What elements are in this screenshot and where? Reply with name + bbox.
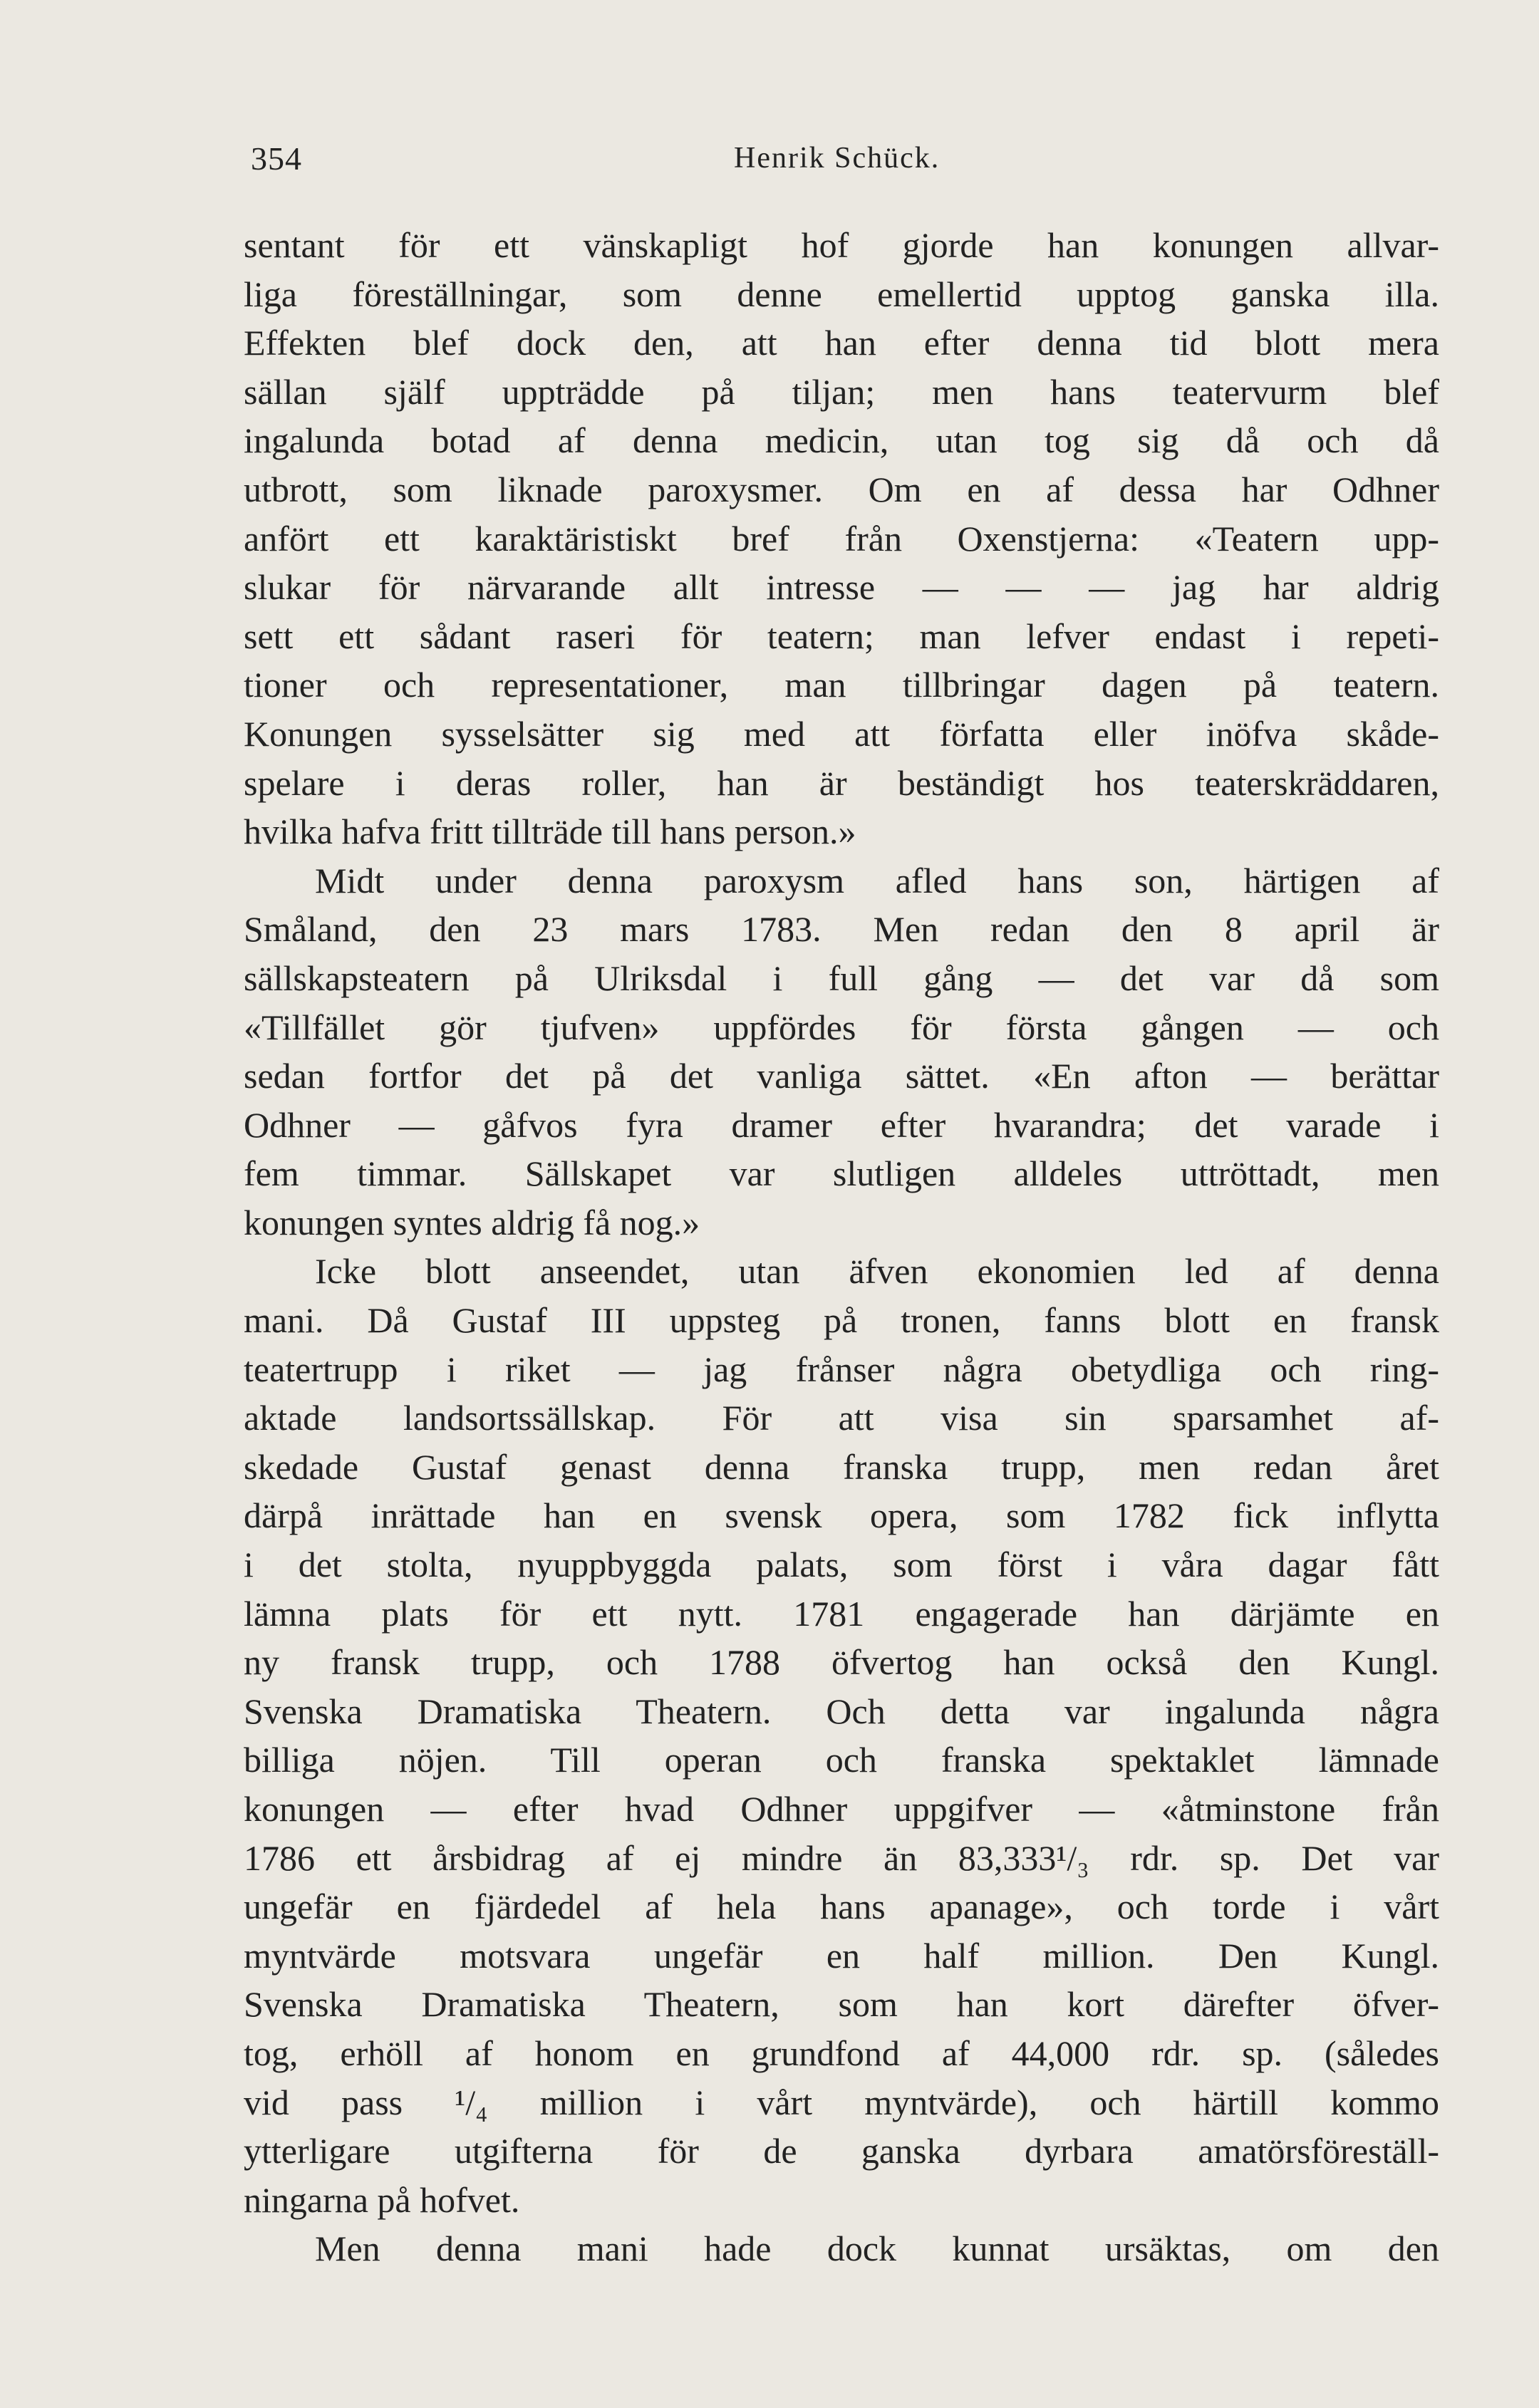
text-line: konungen syntes aldrig få nog.» bbox=[244, 1202, 700, 1242]
page-number: 354 bbox=[251, 140, 302, 177]
text-line: sett ett sådant raseri för teatern; man lefver endast i repeti- bbox=[244, 616, 1439, 656]
text-line: ny fransk trupp, och 1788 öfvertog han också den Kungl. bbox=[244, 1642, 1439, 1683]
text-line: sällan själf uppträdde på tiljan; men hans teatervurm blef bbox=[244, 371, 1439, 412]
text-line: tioner och representationer, man tillbringar dagen på teatern. bbox=[244, 665, 1439, 705]
text-line: mani. Då Gustaf III uppsteg på tronen, fanns blott en fransk bbox=[244, 1300, 1439, 1341]
text-line: 1786 ett årsbidrag af ej mindre än 83,333¹/₃ rdr. sp. Det var bbox=[244, 1837, 1439, 1878]
text-line: Men denna mani hade dock kunnat ursäktas, om den bbox=[315, 2228, 1439, 2269]
text-line: Svenska Dramatiska Theatern, som han kort därefter öfver- bbox=[244, 1984, 1439, 2025]
text-line: ytterligare utgifterna för de ganska dyrbara amatörsföreställ- bbox=[244, 2131, 1439, 2171]
text-line: Konungen sysselsätter sig med att författa eller inöfva skåde- bbox=[244, 713, 1439, 754]
text-line: sällskapsteatern på Ulriksdal i full gång — det var då som bbox=[244, 958, 1439, 998]
text-line: Odhner — gåfvos fyra dramer efter hvarandra; det varade i bbox=[244, 1104, 1439, 1145]
running-title: Henrik Schück. bbox=[734, 142, 940, 175]
text-line: sedan fortfor det på det vanliga sättet. «En afton — berättar bbox=[244, 1056, 1439, 1096]
text-line: billiga nöjen. Till operan och franska spektaklet lämnade bbox=[244, 1740, 1439, 1780]
text-line: Småland, den 23 mars 1783. Men redan den 8 april är bbox=[244, 909, 1439, 950]
text-line: Svenska Dramatiska Theatern. Och detta var ingalunda några bbox=[244, 1691, 1439, 1731]
text-line: «Tillfället gör tjufven» uppfördes för första gången — och bbox=[244, 1007, 1439, 1047]
text-line: spelare i deras roller, han är beständigt hos teaterskräddaren, bbox=[244, 762, 1439, 803]
text-line: Icke blott anseendet, utan äfven ekonomien led af denna bbox=[315, 1251, 1439, 1292]
text-line: ungefär en fjärdedel af hela hans apanage», och torde i vårt bbox=[244, 1887, 1439, 1927]
text-line: ningarna på hofvet. bbox=[244, 2179, 520, 2220]
body-text bbox=[244, 221, 1439, 2273]
text-line: myntvärde motsvara ungefär en half million. Den Kungl. bbox=[244, 1935, 1439, 1976]
text-line: sentant för ett vänskapligt hof gjorde han konungen allvar- bbox=[244, 225, 1439, 265]
text-line: tog, erhöll af honom en grundfond af 44,000 rdr. sp. (således bbox=[244, 2033, 1439, 2073]
text-line: i det stolta, nyuppbyggda palats, som först i våra dagar fått bbox=[244, 1545, 1439, 1585]
text-line: Effekten blef dock den, att han efter denna tid blott mera bbox=[244, 323, 1439, 363]
text-line: anfört ett karaktäristiskt bref från Oxenstjerna: «Teatern upp- bbox=[244, 518, 1439, 559]
text-line: teatertrupp i riket — jag frånser några obetydliga och ring- bbox=[244, 1349, 1439, 1389]
text-line: skedade Gustaf genast denna franska trupp, men redan året bbox=[244, 1446, 1439, 1487]
text-line: vid pass ¹/₄ million i vårt myntvärde), och härtill kommo bbox=[244, 2082, 1439, 2122]
text-line: slukar för närvarande allt intresse — — — jag har aldrig bbox=[244, 567, 1439, 608]
text-line: aktade landsortssällskap. För att visa sin sparsamhet af- bbox=[244, 1398, 1439, 1438]
text-line: ingalunda botad af denna medicin, utan tog sig då och då bbox=[244, 420, 1439, 461]
text-line: Midt under denna paroxysm afled hans son, härtigen af bbox=[315, 860, 1439, 901]
text-line: fem timmar. Sällskapet var slutligen alldeles uttröttadt, men bbox=[244, 1153, 1439, 1194]
text-line: därpå inrättade han en svensk opera, som 1782 fick inflytta bbox=[244, 1495, 1439, 1536]
text-line: liga föreställningar, som denne emellertid upptog ganska illa. bbox=[244, 274, 1439, 314]
text-line: lämna plats för ett nytt. 1781 engagerade han därjämte en bbox=[244, 1593, 1439, 1634]
text-line: utbrott, som liknade paroxysmer. Om en af dessa har Odhner bbox=[244, 469, 1439, 509]
text-line: konungen — efter hvad Odhner uppgifver — «åtminstone från bbox=[244, 1789, 1439, 1829]
text-line: hvilka hafva fritt tillträde till hans person.» bbox=[244, 811, 856, 852]
page-header bbox=[251, 140, 1434, 182]
